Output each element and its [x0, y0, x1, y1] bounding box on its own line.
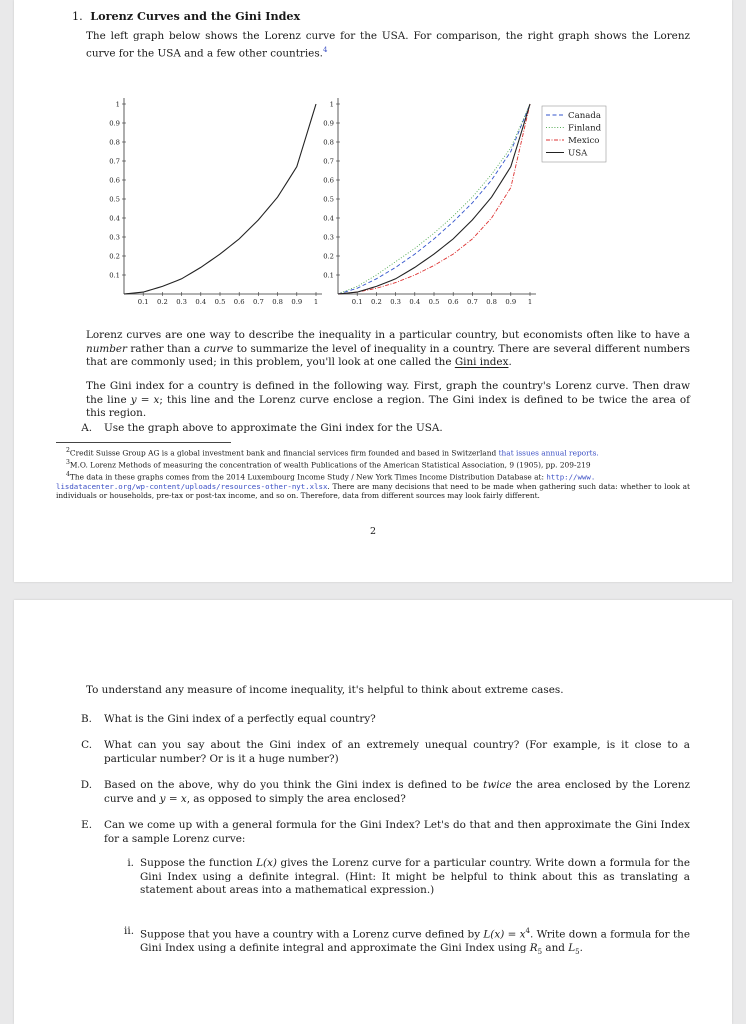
- series-line-canada: [338, 104, 530, 294]
- y-tick-label: 0.9: [109, 119, 120, 128]
- section-heading: [72, 9, 300, 23]
- footnote-3: $^3$M.O. Lorenz Methods of measuring the concentration of wealth Publications of the American Statistical Association, 9 (1905), pp. 209-219: [66, 458, 591, 470]
- chart-countries-lorenz: [323, 98, 606, 306]
- x-tick-label: 0.1: [137, 298, 149, 306]
- x-tick-label: 0.6: [233, 298, 245, 306]
- footnote-2: $^2$Credit Suisse Group AG is a global investment bank and financial services firm founded and based in Switzerland that issues annual reports.: [66, 447, 599, 458]
- x-tick-label: 0.9: [505, 298, 517, 306]
- y-tick-label: 0.3: [109, 233, 120, 242]
- x-tick-label: 1: [313, 298, 319, 306]
- y-tick-label: 0.8: [109, 138, 120, 147]
- x-tick-label: 1: [527, 298, 533, 306]
- chart-usa-lorenz: [109, 98, 322, 306]
- y-tick-label: 1: [329, 100, 334, 109]
- x-tick-label: 0.3: [176, 298, 188, 306]
- section-title: Lorenz Curves and the Gini Index: [90, 9, 301, 23]
- x-tick-label: 0.5: [214, 298, 226, 306]
- y-tick-label: 0.6: [323, 176, 334, 185]
- x-tick-label: 0.3: [390, 298, 402, 306]
- y-tick-label: 0.9: [323, 119, 334, 128]
- legend-label-usa: USA: [568, 148, 588, 159]
- footnote-rule: [56, 442, 231, 443]
- x-tick-label: 0.2: [370, 298, 382, 306]
- footnotes: $^2$Credit Suisse Group AG is a global investment bank and financial services firm founded and based in Switzerland that issues annual reports. $^3$M.O. Lorenz Methods of measuring the concentration of wealth Publications of the American Statistical Association, 9 (1905), pp. 209-219 $^4$The data in these graphs comes from the 2014 Luxembourg Income Study / New York Times Income Distribution Database at: http://www. lisdatacenter.org/wp-content/uploads/resources-other-nyt.xlsx. There are many decisions that need to be made when gathering such data: whether to look at individuals or households, pre-tax or post-tax income, and so on. Therefore, data from different sources may look fairly different.: [56, 447, 690, 501]
- page-2: To understand any measure of income inequality, it's helpful to think about extreme cases. B. What is the Gini index of a perfectly equal country? C. What can you say about the Gini index of an extremely unequal country? (For example, is it close to a particular number? Or is it a huge number?) D. Based on the above, why do you think the Gini index is defined to be twice the area enclosed by the Lorenz curve and y = x, as opposed to simply the area enclosed? E. Can we come up with a general formula for the Gini Index? Let's do that and then approximate the Gini Index for a sample Lorenz curve: i. Suppose the function L(x) gives the Lorenz curve for a particular country. Write down a formula for the Gini Index using a definite integral. (Hint: It might be helpful to think about this as translating a statement about areas into a mathematical expression.) ii. Suppose that you have a country with a Lorenz curve defined by $L(x) = x^4$. Write down a formula for the Gini Index using a definite integral and approximate the Gini Index using $R_5$ and $L_5$.: [14, 600, 732, 1024]
- y-tick-label: 0.5: [109, 195, 120, 204]
- x-tick-label: 0.2: [156, 298, 168, 306]
- x-tick-label: 0.8: [486, 298, 498, 306]
- paragraph-lorenz-intro: Lorenz curves are one way to describe the inequality in a particular country, but economists often like to have a number rather than a curve to summarize the level of inequality in a country. There are several different numbers that are commonly used; in this problem, you'll look at one called the Gini index.: [86, 329, 691, 368]
- y-tick-label: 0.7: [109, 157, 120, 166]
- lorenz-charts: [14, 86, 732, 308]
- x-tick-label: 0.8: [272, 298, 284, 306]
- y-tick-label: 0.3: [323, 233, 334, 242]
- series-line-finland: [338, 104, 530, 294]
- y-tick-label: 1: [115, 100, 120, 109]
- gini-index-link[interactable]: Gini index: [454, 356, 509, 368]
- legend-label-finland: Finland: [568, 123, 602, 134]
- x-tick-label: 0.4: [195, 298, 207, 306]
- series-line-mexico: [338, 104, 530, 294]
- x-tick-label: 0.9: [291, 298, 303, 306]
- y-tick-label: 0.8: [323, 138, 334, 147]
- y-tick-label: 0.4: [109, 214, 120, 223]
- x-tick-label: 0.5: [428, 298, 440, 306]
- y-tick-label: 0.6: [109, 176, 120, 185]
- series-line-usa: [124, 104, 316, 294]
- series-line-usa: [338, 104, 530, 294]
- intro-paragraph: The left graph below shows the Lorenz curve for the USA. For comparison, the right graph shows the Lorenz curve for the USA and a few other countries.$^4$: [86, 30, 690, 59]
- y-tick-label: 0.5: [323, 195, 334, 204]
- page-1: 1. Lorenz Curves and the Gini Index The left graph below shows the Lorenz curve for the USA. For comparison, the right graph shows the Lorenz curve for the USA and a few other countries.$^4$ 0.1 0.2 0.3 0.4 0.5 0.6 0.7 0.8 0.9 1 0.1 0.2 0.3 0.4 0.5 0.6 0.7 0.8 0.9 1 0.1 0.2 0.3 0.4 0.5 0.6 0.7 0.8 0.9 1 0.1 0.2 0.3 0.4 0.5 0.6 0.7 0.8 0.9 1 Canada Finland Mexico USA Lorenz curves are one way to describe the inequality in a particular country, but economists often like to have a number rather than a curve to summarize the level of inequality in a country. There are several different numbers that are commonly used; in this problem, you'll look at one called the Gini index. The Gini index for a country is defined in the following way. First, graph the country's Lorenz curve. Then draw the line y = x; this line and the Lorenz curve enclose a region. The Gini index is defined to be twice the area of this region. A. Use the graph above to approximate the Gini index for the USA. $^2$Credit Suisse Group AG is a global investment bank and financial services firm founded and based in Switzerland that issues annual reports. $^3$M.O. Lorenz Methods of measuring the concentration of wealth Publications of the American Statistical Association, 9 (1905), pp. 209-219 $^4$The data in these graphs comes from the 2014 Luxembourg Income Study / New York Times Income Distribution Database at: http://www. lisdatacenter.org/wp-content/uploads/resources-other-nyt.xlsx. There are many decisions that need to be made when gathering such data: whether to look at individuals or households, pre-tax or post-tax income, and so on. Therefore, data from different sources may look fairly different. 2: [14, 0, 732, 582]
- x-tick-label: 0.6: [447, 298, 459, 306]
- y-tick-label: 0.2: [323, 252, 334, 261]
- x-tick-label: 0.7: [466, 298, 478, 306]
- footnote-4: $^4$The data in these graphs comes from the 2014 Luxembourg Income Study / New York Times Income Distribution Database at: http://www.: [66, 470, 596, 482]
- legend-label-canada: Canada: [568, 111, 601, 121]
- footnote-ref-4[interactable]: 4: [322, 45, 328, 54]
- x-tick-label: 0.7: [252, 298, 264, 306]
- footnote-2-link[interactable]: that issues annual reports.: [498, 448, 599, 458]
- y-tick-label: 0.1: [323, 271, 334, 280]
- footnote-4-url-start[interactable]: http://www.: [546, 472, 596, 482]
- x-tick-label: 0.4: [409, 298, 421, 306]
- x-tick-label: 0.1: [351, 298, 363, 306]
- y-tick-label: 0.4: [323, 214, 334, 223]
- footnote-4-url[interactable]: lisdatacenter.org/wp-content/uploads/resources-other-nyt.xlsx: [56, 481, 328, 491]
- y-tick-label: 0.7: [323, 157, 334, 166]
- page-number: 2: [369, 526, 377, 537]
- section-number: 1.: [72, 10, 83, 23]
- legend-label-mexico: Mexico: [568, 136, 600, 146]
- y-tick-label: 0.1: [109, 271, 120, 280]
- paragraph-gini-definition: The Gini index for a country is defined in the following way. First, graph the country's Lorenz curve. Then draw the line y = x; this line and the Lorenz curve enclose a region. The Gini index is defined to be twice the area of this region.: [86, 380, 690, 419]
- y-tick-label: 0.2: [109, 252, 120, 261]
- paragraph-extreme-cases: To understand any measure of income inequality, it's helpful to think about extreme cases.: [86, 684, 564, 696]
